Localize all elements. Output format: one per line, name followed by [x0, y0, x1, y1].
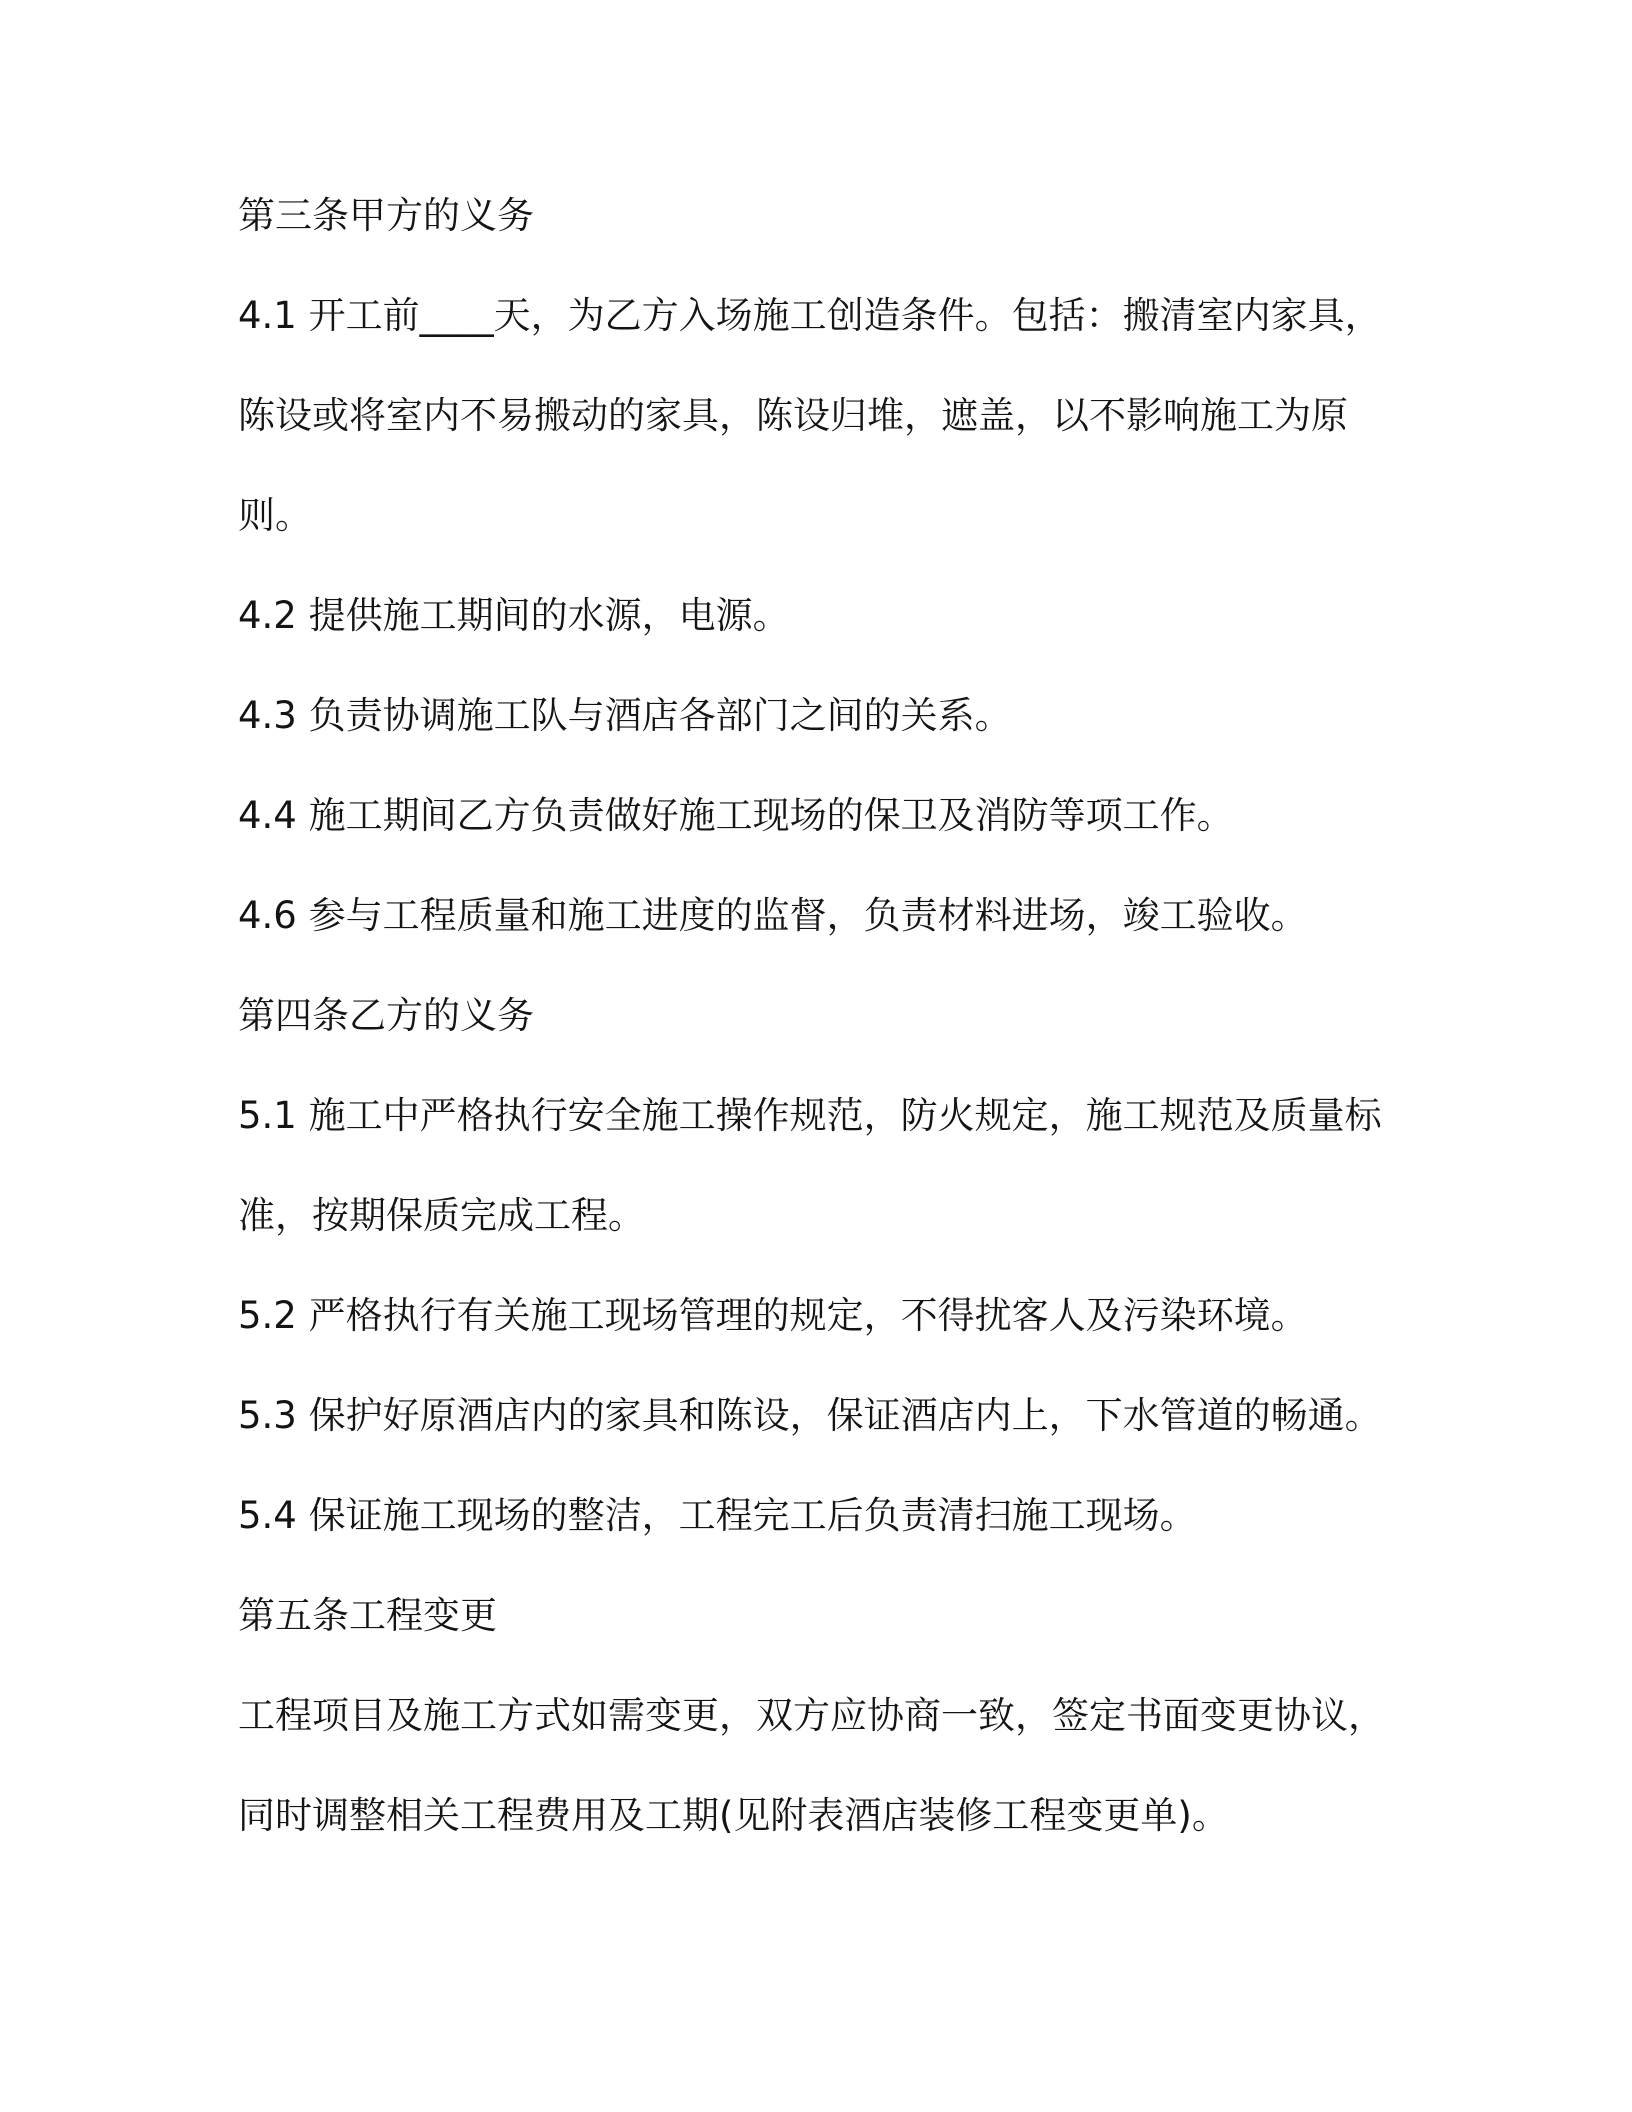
- clause-4-2: 4.2 提供施工期间的水源，电源。: [238, 594, 790, 637]
- clause-4-1-line-2: 陈设或将室内不易搬动的家具，陈设归堆，遮盖，以不影响施工为原: [238, 394, 1348, 437]
- clause-4-3: 4.3 负责协调施工队与酒店各部门之间的关系。: [238, 694, 1012, 737]
- project-changes-line-1: 工程项目及施工方式如需变更，双方应协商一致，签定书面变更协议，: [238, 1694, 1385, 1737]
- section-heading-project-changes: 第五条工程变更: [238, 1594, 497, 1637]
- clause-5-2: 5.2 严格执行有关施工现场管理的规定，不得扰客人及污染环境。: [238, 1294, 1308, 1337]
- clause-4-4: 4.4 施工期间乙方负责做好施工现场的保卫及消防等项工作。: [238, 794, 1234, 837]
- clause-5-1-line-2: 准，按期保质完成工程。: [238, 1194, 645, 1237]
- clause-4-1-line-3: 则。: [238, 494, 312, 537]
- section-heading-party-a-obligations: 第三条甲方的义务: [238, 194, 534, 237]
- clause-5-3: 5.3 保护好原酒店内的家具和陈设，保证酒店内上，下水管道的畅通。: [238, 1394, 1382, 1437]
- clause-5-1-line-1: 5.1 施工中严格执行安全施工操作规范，防火规定，施工规范及质量标: [238, 1094, 1382, 1137]
- clause-4-1-line-1: 4.1 开工前____天，为乙方入场施工创造条件。包括：搬清室内家具，: [238, 294, 1382, 337]
- project-changes-line-2: 同时调整相关工程费用及工期(见附表酒店装修工程变更单)。: [238, 1794, 1229, 1837]
- clause-4-6: 4.6 参与工程质量和施工进度的监督，负责材料进场，竣工验收。: [238, 894, 1308, 937]
- clause-5-4: 5.4 保证施工现场的整洁，工程完工后负责清扫施工现场。: [238, 1494, 1197, 1537]
- section-heading-party-b-obligations: 第四条乙方的义务: [238, 994, 534, 1037]
